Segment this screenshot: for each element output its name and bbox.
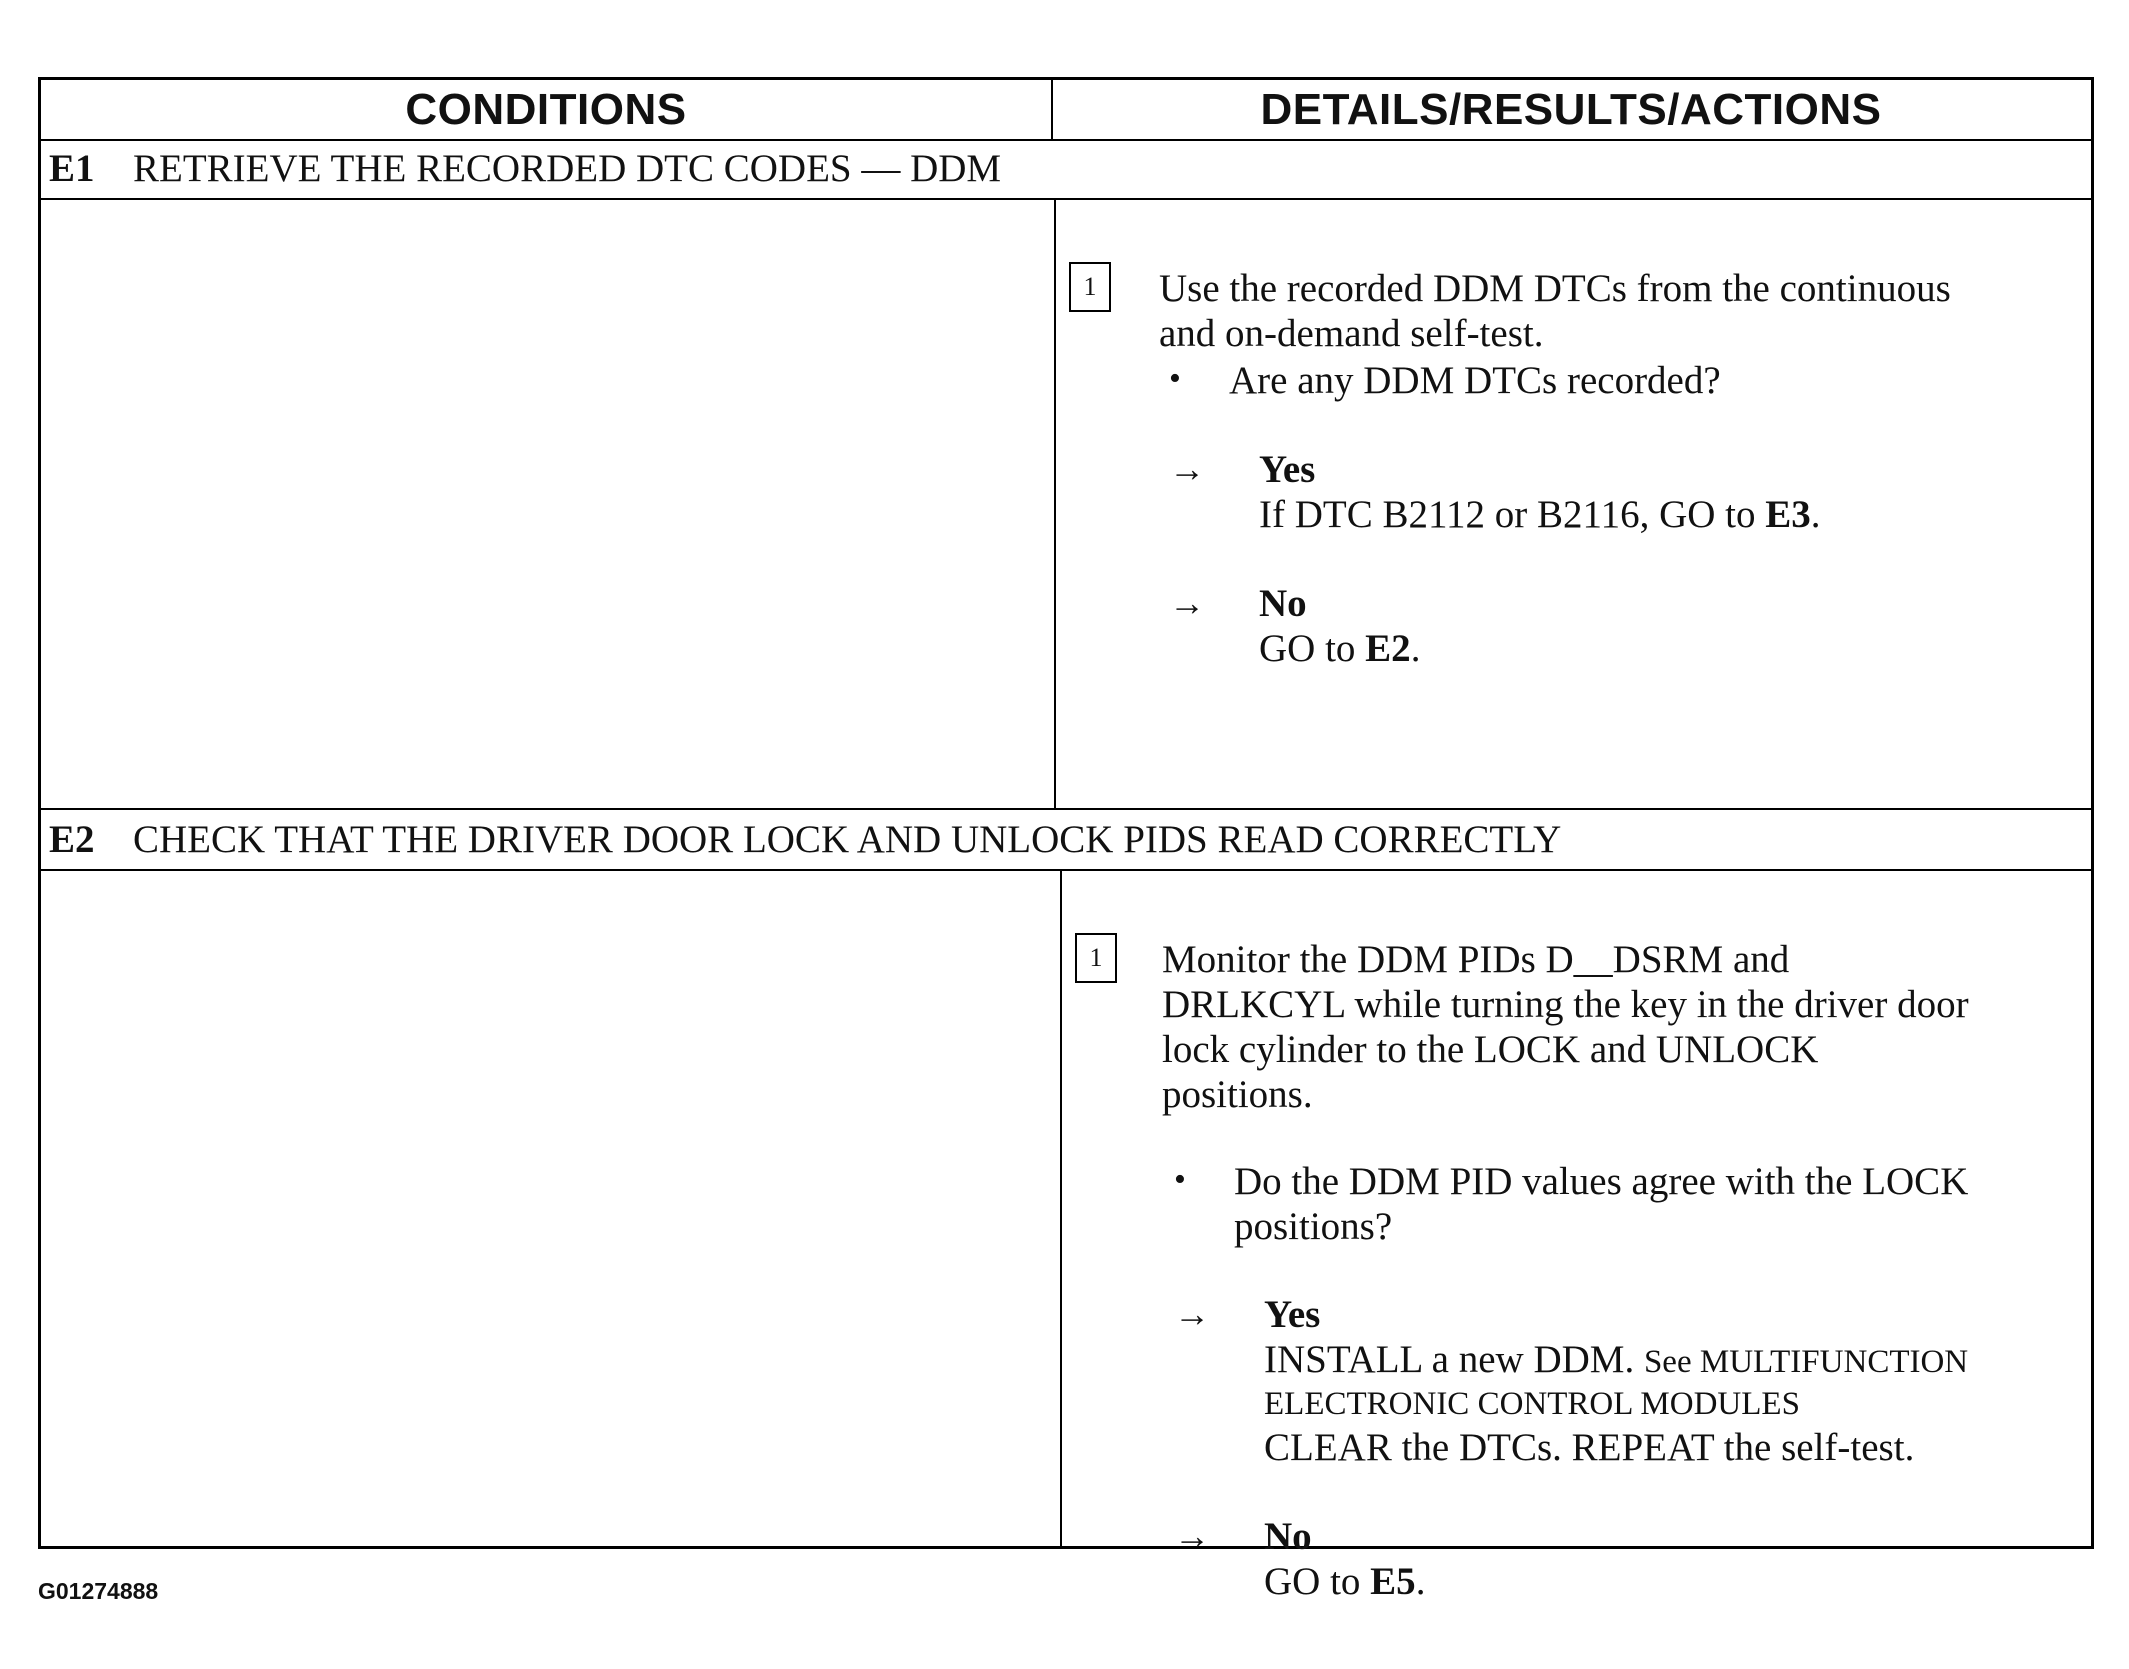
e1-bullet-icon: • [1169, 360, 1181, 397]
details-header: DETAILS/RESULTS/ACTIONS [1260, 84, 1882, 134]
e2-yes-label: Yes [1264, 1293, 1321, 1336]
conditions-header: CONDITIONS [405, 84, 687, 134]
e1-no-text-prefix: GO to [1259, 627, 1366, 670]
e2-no-label: No [1264, 1515, 1312, 1558]
e1-yes-arrow-icon: → [1169, 449, 1205, 489]
e2-yes-see-reference: See MULTIFUNCTION [1643, 1344, 1969, 1380]
e1-step-id: E1 [49, 147, 95, 190]
e1-instruction-line2: and on-demand self-test. [1159, 312, 1544, 355]
e2-yes-line1 [1264, 1337, 1968, 1385]
e1-column-divider [1054, 198, 1056, 810]
e2-step-number-box: 1 [1075, 933, 1117, 983]
e1-step-number-box: 1 [1069, 262, 1111, 312]
e1-no-text-suffix: . [1410, 627, 1421, 670]
e2-no-target: E5 [1370, 1560, 1416, 1603]
e2-question-line2: positions? [1234, 1205, 1393, 1248]
e2-title-row [41, 810, 2091, 869]
e1-yes-text [1259, 492, 1821, 537]
e2-step-id: E2 [49, 818, 95, 861]
e1-question: Are any DDM DTCs recorded? [1229, 359, 1721, 402]
e2-no-text [1264, 1559, 1425, 1604]
e2-instruction-line2: DRLKCYL while turning the key in the driver door [1162, 983, 1969, 1026]
e2-title: CHECK THAT THE DRIVER DOOR LOCK AND UNLOCK PIDS READ CORRECTLY [133, 818, 1562, 861]
e2-yes-line3: CLEAR the DTCs. REPEAT the self-test. [1264, 1426, 1915, 1469]
table-header [41, 80, 2091, 141]
e2-no-arrow-icon: → [1174, 1516, 1210, 1556]
header-divider [1051, 80, 1053, 139]
e2-instruction-line4: positions. [1162, 1073, 1313, 1116]
e2-column-divider [1060, 869, 1062, 1549]
e2-no-text-suffix: . [1415, 1560, 1426, 1603]
e1-title-row [41, 139, 2091, 198]
e1-title: RETRIEVE THE RECORDED DTC CODES — DDM [133, 147, 1002, 190]
e2-bullet-icon: • [1174, 1161, 1186, 1198]
e2-yes-arrow-icon: → [1174, 1294, 1210, 1334]
e2-question-line1: Do the DDM PID values agree with the LOCK [1234, 1160, 1969, 1203]
e1-title-divider [41, 198, 2091, 200]
e1-no-arrow-icon: → [1169, 583, 1205, 623]
e1-no-text [1259, 626, 1420, 671]
e2-instruction-line1: Monitor the DDM PIDs D__DSRM and [1162, 938, 1790, 981]
e1-yes-text-suffix: . [1810, 493, 1821, 536]
e2-no-text-prefix: GO to [1264, 1560, 1371, 1603]
e2-yes-line2: ELECTRONIC CONTROL MODULES [1264, 1386, 1800, 1422]
e1-no-target: E2 [1365, 627, 1411, 670]
e1-no-label: No [1259, 582, 1307, 625]
e2-title-divider [41, 869, 2091, 871]
e1-yes-label: Yes [1259, 448, 1316, 491]
e1-yes-text-prefix: If DTC B2112 or B2116, GO to [1259, 493, 1766, 536]
figure-code: G01274888 [38, 1578, 159, 1604]
e1-instruction-line1: Use the recorded DDM DTCs from the continuous [1159, 267, 1951, 310]
e2-instruction-line3: lock cylinder to the LOCK and UNLOCK [1162, 1028, 1819, 1071]
e2-yes-install-text: INSTALL a new DDM. [1264, 1338, 1644, 1381]
e1-yes-target: E3 [1765, 493, 1811, 536]
